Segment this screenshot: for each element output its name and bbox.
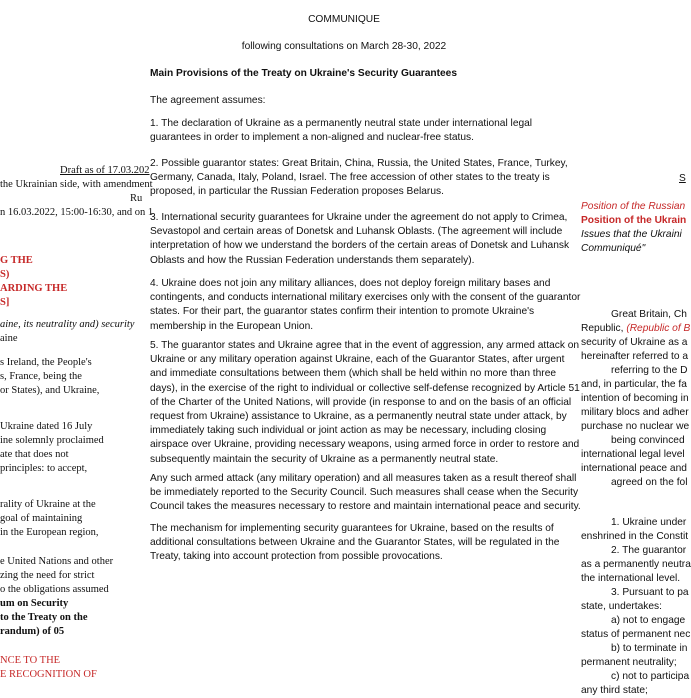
paragraph-line: Treaty, taking into account protection from possible provocations. xyxy=(150,551,443,563)
right-line-security: security of Ukraine as a xyxy=(581,337,688,348)
left-red-heading-4: S] xyxy=(0,297,10,308)
left-document-page xyxy=(0,0,154,688)
paragraph-4 xyxy=(150,277,581,334)
paragraph-line: The mechanism for implementing security guarantees for Ukraine, based on the results of xyxy=(150,523,554,534)
agreement-intro: The agreement assumes: xyxy=(150,95,266,106)
paragraph-line: 5. The guarantor states and Ukraine agree that in the event of aggression, any armed attack on xyxy=(150,340,580,351)
paragraph-line: proposed, in particular the Russian Federation proposes Belarus. xyxy=(150,186,444,198)
right-line-republic: Republic, (Republic of B xyxy=(581,323,691,334)
left-line-date-time: n 16.03.2022, 15:00-16:30, and on 1 xyxy=(0,207,154,218)
paragraph-line: 4. Ukraine does not join any military alliances, does not deploy foreign military bases and xyxy=(150,278,551,289)
right-line-c: c) not to participa xyxy=(611,671,690,682)
paragraph-line: interpretation of how we understand the borders of the certain areas of Donetsk and Luhansk xyxy=(150,240,570,252)
paragraph-line: guarantees in order to implement a non-aligned and nuclear-free status. xyxy=(150,132,474,144)
right-line-a: a) not to engage xyxy=(611,615,686,626)
paragraph-line: contingents, and conducts international military exercises only with the consent of the guarantor xyxy=(150,292,581,304)
right-line-referring: referring to the D xyxy=(611,365,688,376)
communique-page xyxy=(150,0,581,688)
paragraph-line: subsequently maintain the security of Ukraine as a permanently neutral state. xyxy=(150,453,499,465)
right-line-perm-neutrality: permanent neutrality; xyxy=(581,657,677,668)
paragraph-line: of the Charter of the United Nations, will provide (in response to and on the basis of an official xyxy=(150,396,572,408)
paragraph-line: Ukraine or any military operation against Ukraine, each of the Guarantor States, after urgent xyxy=(150,354,565,366)
right-line-convinced: being convinced xyxy=(611,435,685,446)
paragraph-line: membership in the European Union. xyxy=(150,320,314,332)
right-line-military-blocs: military blocs and adher xyxy=(581,407,689,418)
right-red-italic-line: Position of the Russian xyxy=(581,201,686,212)
left-line-does-not: ate that does not xyxy=(0,449,69,460)
paragraph-line: 3. International security guarantees for Ukraine under the agreement do not apply to Crimea, xyxy=(150,212,568,223)
paragraph-security-council xyxy=(150,472,581,515)
left-line-neutrality: aine, its neutrality and) security xyxy=(0,319,135,330)
paragraph-1 xyxy=(150,117,555,145)
right-line-b: b) to terminate in xyxy=(611,643,688,654)
paragraph-line: 1. The declaration of Ukraine as a permanently neutral state under international legal xyxy=(150,118,533,129)
paragraph-2 xyxy=(150,157,568,200)
right-line-intl-legal: international legal level xyxy=(581,449,685,460)
left-line-ukrainian-side: the Ukrainian side, with amendment xyxy=(0,179,153,190)
paragraph-line: 2. Possible guarantor states: Great Britain, China, Russia, the United States, France, Turkey, xyxy=(150,158,568,169)
left-line-aine: aine xyxy=(0,333,18,344)
left-line-ru: Ru xyxy=(130,193,143,204)
left-line-ireland: s Ireland, the People's xyxy=(0,357,92,368)
right-line-agreed: agreed on the fol xyxy=(611,477,688,488)
paragraph-line: states. For their part, the guarantor states confirm their intention to promote Ukraine's xyxy=(150,306,535,318)
paragraph-mechanism xyxy=(150,522,560,565)
right-line-permanently: as a permanently neutra xyxy=(581,559,691,570)
left-line-european: in the European region, xyxy=(0,527,99,538)
right-line-guarantor: 2. The guarantor xyxy=(611,545,687,556)
paragraph-line: Council takes the measures necessary to restore and maintain international peace and security. xyxy=(150,501,581,513)
right-line-pursuant: 3. Pursuant to pa xyxy=(611,587,689,598)
paragraph-3 xyxy=(150,211,570,268)
paragraph-5 xyxy=(150,339,580,467)
left-red-line-5: NCE TO THE xyxy=(0,655,61,666)
left-line-proclaimed: ine solemnly proclaimed xyxy=(0,435,104,446)
left-line-goal: goal of maintaining xyxy=(0,513,83,524)
paragraph-line: Germany, Canada, Italy, Poland, Israel. The free accession of other states to the treaty is xyxy=(150,172,550,184)
right-line-intl-level: the international level. xyxy=(581,573,681,584)
right-line-hereinafter: hereinafter referred to a xyxy=(581,351,689,362)
right-line-intention: intention of becoming in xyxy=(581,393,689,404)
paragraph-line: Sevastopol and certain areas of Donetsk and Luhansk Oblasts. (The agreement will include xyxy=(150,226,563,238)
right-top-s: S xyxy=(679,173,686,184)
right-line-great-britain: Great Britain, Ch xyxy=(611,309,687,320)
right-italic-line-2: Communiqué" xyxy=(581,243,646,254)
left-line-zing: zing the need for strict xyxy=(0,570,95,581)
paragraph-line: be immediately reported to the Security Council. Such measures shall cease when the Security xyxy=(150,487,579,499)
left-line-states: or States), and Ukraine, xyxy=(0,385,100,396)
paragraph-line: additional consultations between Ukraine and the Guarantor States, will be regulated in the xyxy=(150,537,560,549)
paragraph-line: Any such armed attack (any military operation) and all measures taken as a result thereof shall xyxy=(150,473,577,484)
paragraph-line: and immediate consultations between them (which shall be held within no more than three xyxy=(150,368,557,380)
right-line-undertakes: state, undertakes: xyxy=(581,601,662,612)
left-red-heading-3: ARDING THE xyxy=(0,283,68,294)
right-line-status: status of permanent nec xyxy=(581,629,691,640)
right-red-bold-line: Position of the Ukrain xyxy=(581,215,687,226)
left-line-principles: principles: to accept, xyxy=(0,463,88,474)
right-line-intl-peace: international peace and xyxy=(581,463,687,474)
right-line-purchase: purchase no nuclear we xyxy=(581,421,690,432)
left-line-united-nations: e United Nations and other xyxy=(0,556,114,567)
left-line-trality: rality of Ukraine at the xyxy=(0,499,96,510)
communique-subtitle: following consultations on March 28-30, 2022 xyxy=(241,41,447,52)
paragraph-line: days), in the exercise of the right to individual or collective self-defense recognized by Article 51 xyxy=(150,382,580,394)
left-red-heading-1: G THE xyxy=(0,255,33,266)
left-bold-line-2: to the Treaty on the xyxy=(0,612,88,623)
right-line-enshrined: enshrined in the Constit xyxy=(581,531,689,542)
left-red-line-6: E RECOGNITION OF xyxy=(0,669,97,680)
right-republic-red: (Republic of B xyxy=(626,323,691,334)
left-line-obligations: o the obligations assumed xyxy=(0,584,109,595)
left-line-july: Ukraine dated 16 July xyxy=(0,421,93,432)
left-bold-line-3: randum) of 05 xyxy=(0,626,65,637)
right-line-ukraine-under: 1. Ukraine under xyxy=(611,517,687,528)
paragraph-line: airspace over Ukraine, providing necessary weapons, using armed force in order to restore and xyxy=(150,439,580,451)
communique-title: COMMUNIQUE xyxy=(308,14,380,25)
right-italic-line-1: Issues that the Ukraini xyxy=(581,229,682,240)
paragraph-line: request from Ukraine) assistance to Ukraine, as a permanently neutral state under attack, by xyxy=(150,411,567,423)
paragraph-line: Oblasts and how the Russian Federation understands them separately). xyxy=(150,254,475,266)
draft-date: Draft as of 17.03.202 xyxy=(60,165,150,176)
left-red-heading-2: S) xyxy=(0,269,10,280)
right-line-third-state: any third state; xyxy=(581,685,648,696)
right-document-page xyxy=(575,0,691,696)
left-bold-line-1: um on Security xyxy=(0,598,69,609)
right-line-and-in: and, in particular, the fa xyxy=(581,379,687,390)
left-line-france: s, France, being the xyxy=(0,371,82,382)
treaty-heading: Main Provisions of the Treaty on Ukraine's Security Guarantees xyxy=(150,68,458,79)
paragraph-line: immediately taking such individual or joint action as may be necessary, including closing xyxy=(150,425,547,437)
